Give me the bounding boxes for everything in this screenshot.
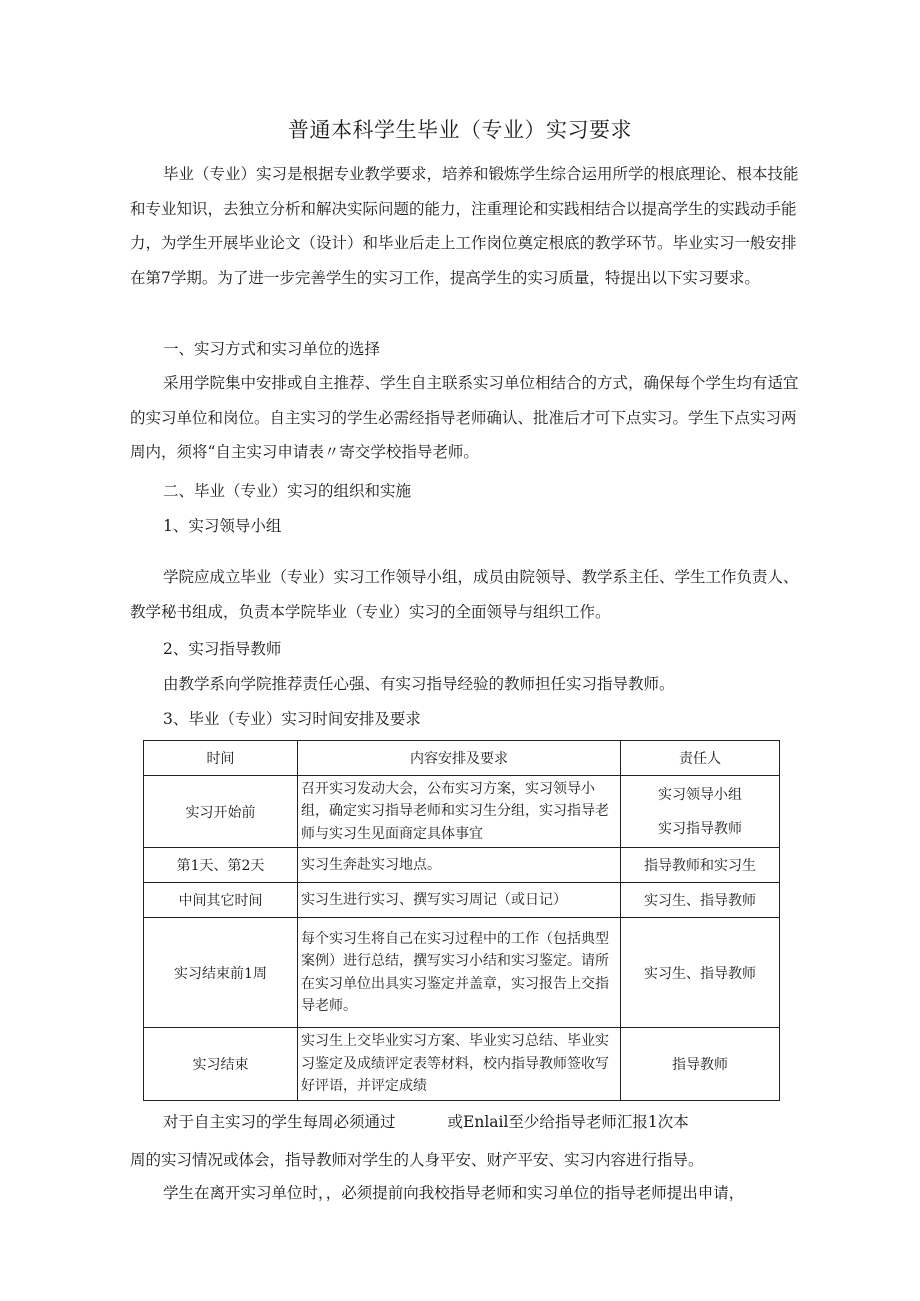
row-content: 每个实习生将自己在实习过程中的工作（包括典型案例）进行总结，撰写实习小结和实习鉴定。请所在实习单位出具实习鉴定并盖章，实习报告上交指导老师。 bbox=[298, 918, 621, 1028]
row-content: 实习生奔赴实习地点。 bbox=[298, 848, 621, 883]
section1-body: 采用学院集中安排或自主推荐、学生自主联系实习单位相结合的方式，确保每个学生均有适宜的实习单位和岗位。自主实习的学生必需经指导老师确认、批准后才可下点实习。学生下点实习两周内，须将“自主实习申请表〃寄交学校指导老师。 bbox=[130, 374, 799, 461]
row-time: 实习开始前 bbox=[144, 776, 298, 848]
subsection2-body: 由教学系向学院推荐责任心强、有实习指导经验的教师担任实习指导教师。 bbox=[163, 675, 675, 693]
header-responsible: 责任人 bbox=[621, 741, 780, 776]
self-practice-text-part1: 对于自主实习的学生每周必须通过 bbox=[163, 1113, 396, 1131]
subsection1-heading: 1、实习领导小组 bbox=[163, 517, 282, 535]
row-time: 中间其它时间 bbox=[144, 883, 298, 918]
leave-paragraph: 学生在离开实习单位时，，必须提前向我校指导老师和实习单位的指导老师提出申请， bbox=[163, 1184, 745, 1202]
table-row bbox=[144, 918, 780, 1028]
row-responsible: 实习生、指导教师 bbox=[621, 883, 780, 918]
row-content: 召开实习发动大会，公布实习方案，实习领导小组，确定实习指导老师和实习生分组，实习指导老师与实习生见面商定具体事宜 bbox=[298, 776, 621, 848]
row-time: 实习结束 bbox=[144, 1028, 298, 1101]
section1-heading: 一、实习方式和实习单位的选择 bbox=[163, 340, 381, 358]
table-row bbox=[144, 848, 780, 883]
row-content: 实习生进行实习、撰写实习周记（或日记） bbox=[298, 883, 621, 918]
header-time: 时间 bbox=[144, 741, 298, 776]
self-practice-line2: 周的实习情况或体会，指导教师对学生的人身平安、财产平安、实习内容进行指导。 bbox=[130, 1151, 704, 1169]
row-responsible-line1: 实习领导小组 bbox=[658, 786, 742, 803]
table-header-row bbox=[144, 741, 780, 776]
subsection2-heading: 2、实习指导教师 bbox=[163, 640, 282, 658]
self-practice-text-part2: 或Enlail至少给指导老师汇报1次本 bbox=[447, 1113, 689, 1131]
subsection3-heading: 3、毕业（专业）实习时间安排及要求 bbox=[163, 710, 421, 728]
table-row bbox=[144, 1028, 780, 1101]
row-responsible: 指导教师和实习生 bbox=[621, 848, 780, 883]
row-time: 实习结束前1周 bbox=[144, 918, 298, 1028]
page-title: 普通本科学生毕业（专业）实习要求 bbox=[288, 118, 632, 142]
intro-paragraph: 毕业（专业）实习是根据专业教学要求，培养和锻炼学生综合运用所学的根底理论、根本技能和专业知识，去独立分析和解决实际问题的能力，注重理论和实践相结合以提高学生的实践动手能力，为学生开展毕业论文（设计）和毕业后走上工作岗位奠定根底的教学环节。毕业实习一般安排在第7学期。为了进一步完善学生的实习工作，提高学生的实习质量，特提出以下实习要求。 bbox=[130, 165, 799, 287]
schedule-table bbox=[143, 740, 780, 1101]
subsection1-body: 学院应成立毕业（专业）实习工作领导小组，成员由院领导、教学系主任、学生工作负责人、教学秘书组成，负责本学院毕业（专业）实习的全面领导与组织工作。 bbox=[130, 568, 799, 621]
row-responsible: 指导教师 bbox=[621, 1028, 780, 1101]
table-row bbox=[144, 776, 780, 848]
row-responsible: 实习生、指导教师 bbox=[621, 918, 780, 1028]
row-content: 实习生上交毕业实习方案、毕业实习总结、毕业实习鉴定及成绩评定表等材料，校内指导教师签收写好评语，并评定成绩 bbox=[298, 1028, 621, 1101]
row-time: 第1天、第2天 bbox=[144, 848, 298, 883]
table-row bbox=[144, 883, 780, 918]
self-practice-paragraph bbox=[130, 1105, 810, 1140]
section2-heading: 二、毕业（专业）实习的组织和实施 bbox=[163, 482, 412, 500]
header-content: 内容安排及要求 bbox=[298, 741, 621, 776]
row-responsible-line2: 实习指导教师 bbox=[658, 820, 742, 837]
row-responsible bbox=[621, 776, 780, 848]
